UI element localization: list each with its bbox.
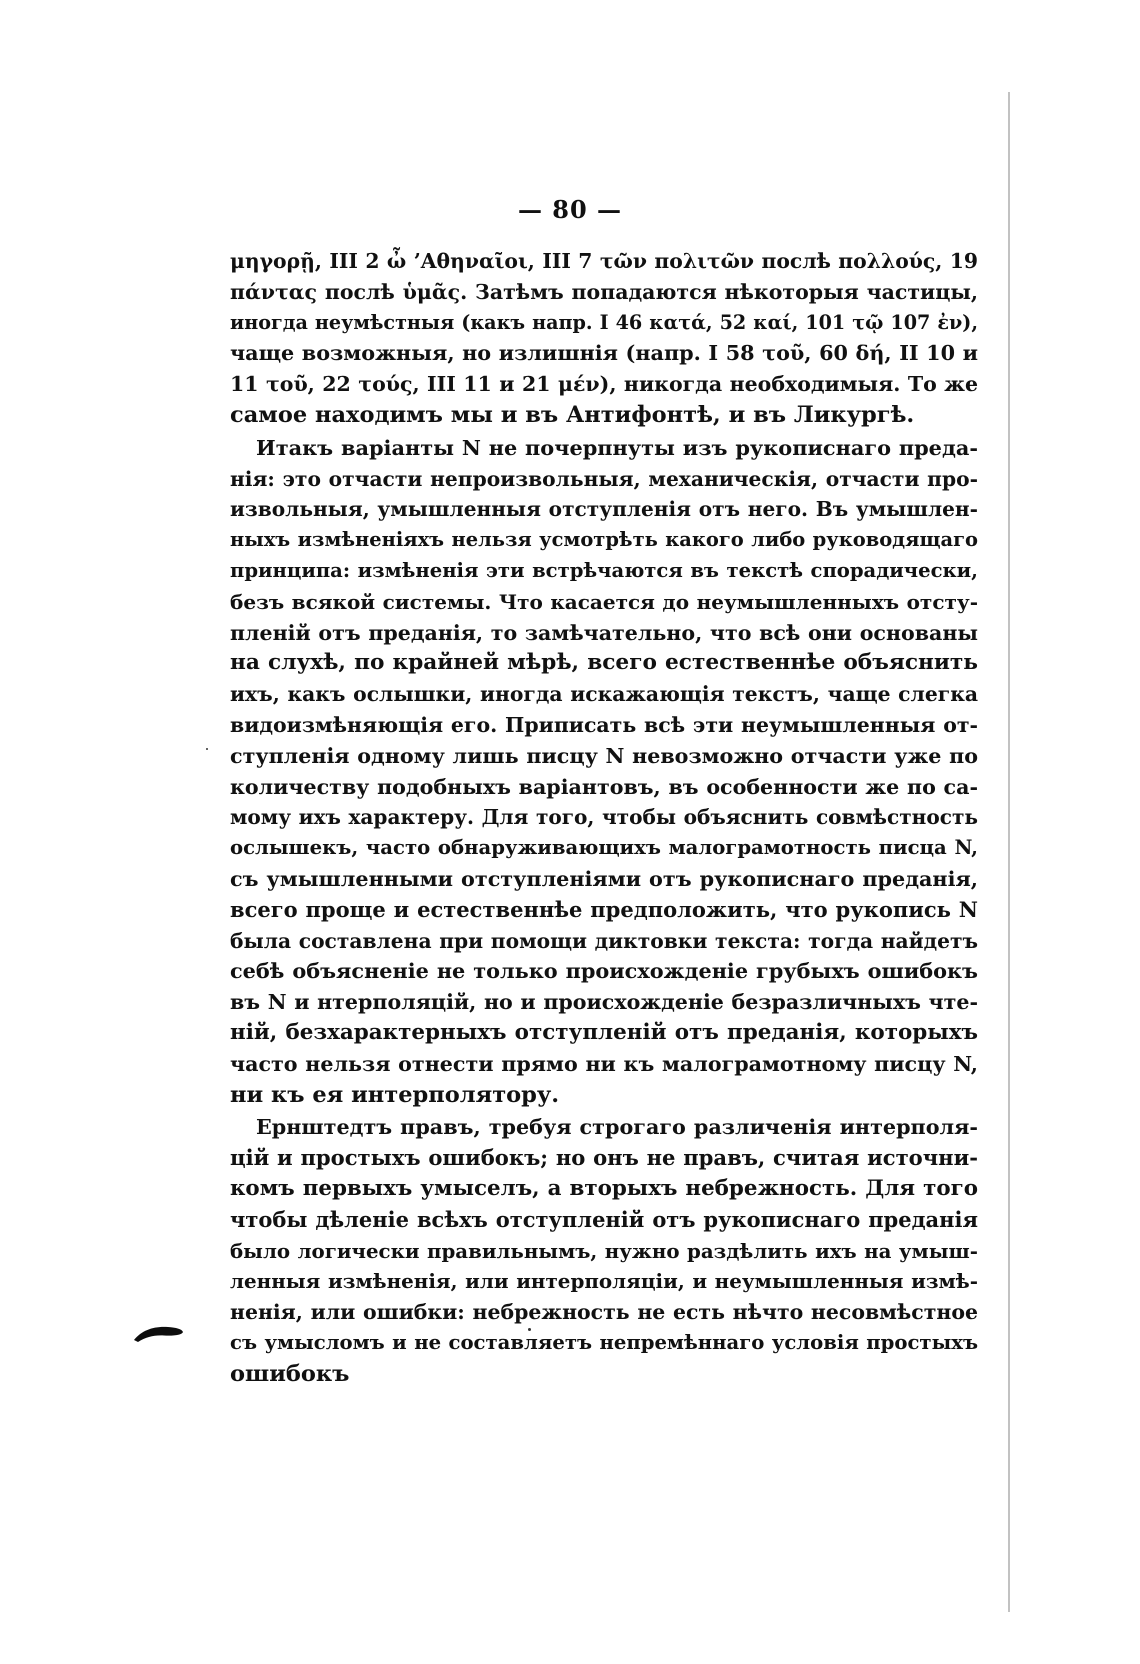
text-line: безъ всякой системы. Что касается до неумышленныхъ отсту- <box>230 589 978 614</box>
text-line: съ умышленными отступленіями отъ рукописнаго преданія, <box>230 866 978 891</box>
text-line: мому ихъ характеру. Для того, чтобы объяснить совмѣстность <box>230 805 978 830</box>
text-line: принципа: измѣненія эти встрѣчаются въ текстѣ спорадически, <box>230 558 978 582</box>
text-line: съ умысломъ и не составляетъ непремѣннаго условія простыхъ <box>230 1330 978 1354</box>
text-line: ихъ, какъ ослышки, иногда искажающія текстъ, чаще слегка <box>230 682 978 707</box>
text-line: было логически правильнымъ, нужно раздѣлить ихъ на умыш- <box>230 1238 978 1263</box>
text-line: видоизмѣняющія его. Приписать всѣ эти неумышленныя от- <box>230 712 978 737</box>
text-line: 11 τοῦ, 22 τούς, III 11 и 21 μέν), никогда необходимыя. То же <box>230 372 978 397</box>
text-line: ненія, или ошибки: небрежность не есть нѣчто несовмѣстное <box>230 1300 978 1325</box>
ink-speck <box>528 1328 531 1331</box>
text-line: ленныя измѣненія, или интерполяціи, и неумышленныя измѣ- <box>230 1269 978 1294</box>
text-line: иногда неумѣстныя (какъ напр. I 46 κατά, 52 καί, 101 τῷ 107 ἐν), <box>230 310 978 334</box>
text-line: комъ первыхъ умыселъ, а вторыхъ небрежность. Для того <box>230 1175 978 1201</box>
paragraph <box>230 1112 978 1389</box>
paragraph <box>230 246 978 431</box>
page-number: — 80 — <box>517 195 623 224</box>
text-line: всего проще и естественнѣе предположить, что рукопись N <box>230 896 978 922</box>
text-line: была составлена при помощи диктовки текста: тогда найдетъ <box>230 928 978 953</box>
text-line: количеству подобныхъ варіантовъ, въ особенности же по са- <box>230 774 978 799</box>
text-line: μηγορῇ, III 2 ὦ ’Αθηναῖοι, III 7 τῶν πολιτῶν послѣ πολλούς, 19 <box>230 249 978 273</box>
paragraph <box>230 433 978 1111</box>
text-line: ослышекъ, часто обнаруживающихъ малограмотность писца N, <box>230 836 978 860</box>
text-line: ни къ ея интерполятору. <box>230 1081 560 1108</box>
text-line: ныхъ измѣненіяхъ нельзя усмотрѣть какого либо руководящаго <box>230 528 978 552</box>
body-text <box>230 246 978 1389</box>
text-line: себѣ объясненіе не только происхожденіе грубыхъ ошибокъ <box>230 958 978 984</box>
text-line: пленій отъ преданія, то замѣчательно, что всѣ они основаны <box>230 620 978 645</box>
text-line: цій и простыхъ ошибокъ; но онъ не правъ, считая источни- <box>230 1145 978 1171</box>
text-line: Итакъ варіанты N не почерпнуты изъ рукописнаго преда- <box>256 434 978 460</box>
ink-speck <box>206 748 208 750</box>
text-line: въ N и нтерполяцій, но и происхожденіе безразличныхъ чте- <box>230 990 978 1015</box>
text-line: нія: это отчасти непроизвольныя, механическія, отчасти про- <box>230 466 978 491</box>
text-line: извольныя, умышленныя отступленія отъ него. Въ умышлен- <box>230 497 978 522</box>
text-line: Ернштедтъ правъ, требуя строгаго различенія интерполя- <box>256 1115 978 1140</box>
text-line: чтобы дѣленіе всѣхъ отступленій отъ рукописнаго преданія <box>230 1206 978 1232</box>
ink-blot-mark <box>132 1322 184 1344</box>
text-line: πάντας послѣ ὑμᾶς. Затѣмъ попадаются нѣкоторыя частицы, <box>230 279 978 304</box>
text-line: ступленія одному лишь писцу N невозможно отчасти уже по <box>230 743 978 768</box>
text-line: ній, безхарактерныхъ отступленій отъ преданія, которыхъ <box>230 1019 978 1045</box>
text-line: ошибокъ <box>230 1360 350 1387</box>
text-line: часто нельзя отнести прямо ни къ малограмотному писцу N, <box>230 1051 978 1076</box>
page-edge-shadow <box>1008 92 1010 1612</box>
text-line: на слухѣ, по крайней мѣрѣ, всего естественнѣе объяснить <box>230 650 978 676</box>
text-line: чаще возможныя, но излишнія (напр. I 58 τοῦ, 60 δή, II 10 и <box>230 341 978 366</box>
text-line: самое находимъ мы и въ Антифонтѣ, и въ Ликургѣ. <box>230 401 915 428</box>
